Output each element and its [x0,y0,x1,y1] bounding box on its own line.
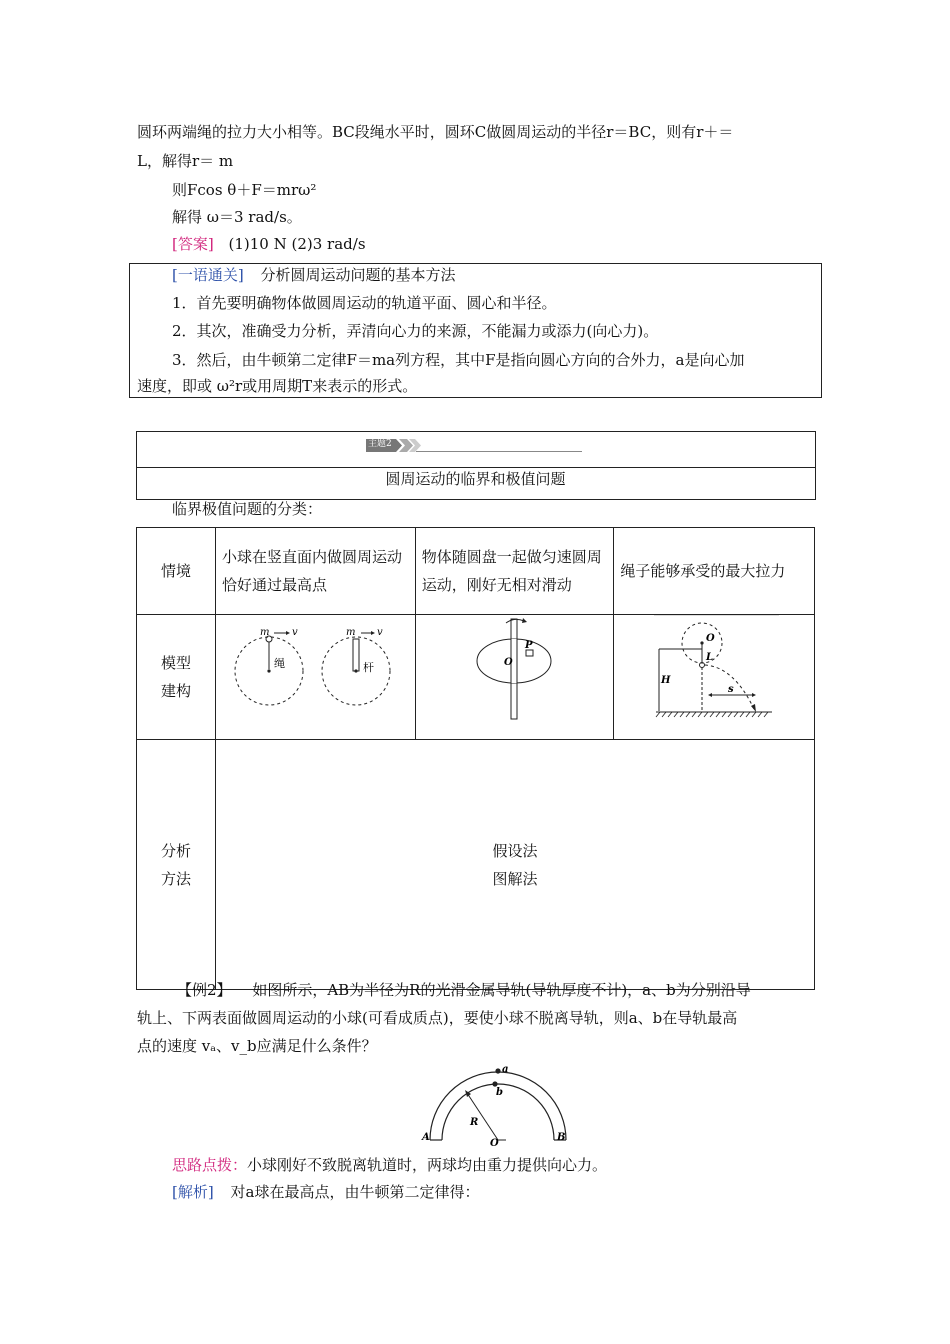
hint-text: 小球刚好不致脱离轨道时，两球均由重力提供向心力。 [247,1156,608,1174]
model-cell-3 [614,615,815,740]
label-L: L [706,652,714,663]
row-label-model: 模型建构 [137,615,216,740]
method-assumption: 假设法 [492,841,538,860]
label-v-2: v [377,627,383,638]
solution-line-1: 圆环两端绳的拉力大小相等。BC段绳水平时，圆环C做圆周运动的半径r＝BC，则有r＋＝ [137,123,734,141]
rope-rod-diagram [216,615,412,730]
intro-text: 临界极值问题的分类： [172,500,323,518]
label-O-rope: O [706,633,716,644]
example-line-3: 点的速度 vₐ、v_b应满足什么条件？ [137,1037,377,1055]
model-cell-2 [415,615,614,740]
row-label-method: 分析方法 [137,740,216,990]
label-b: b [496,1087,503,1098]
method-cell [216,740,815,990]
solution-line-4: 解得 ω＝3 rad/s。 [172,208,302,226]
label-O-track: O [490,1138,499,1148]
label-rod: 杆 [363,661,375,674]
method-item-3-cont: 速度，即或 ω²r或用周期T来表示的形式。 [137,377,418,395]
rope-break-diagram [614,615,811,730]
method-graphical: 图解法 [492,869,538,888]
topic-badge [366,438,582,451]
track-diagram [420,1060,580,1148]
answer-tag: [答案] [172,235,214,253]
answer-line [172,233,366,255]
analysis-line [172,1181,479,1203]
table-row [137,528,815,615]
answer-text: (1)10 N (2)3 rad/s [228,235,366,253]
solution-line-2: L，解得r＝ m [137,152,234,170]
turntable-diagram [416,615,611,730]
table-row [137,615,815,740]
model-cell-1 [216,615,416,740]
label-m-2: m [346,627,356,638]
method-title-line [172,264,456,286]
label-B: B [557,1132,566,1143]
analysis-tag: [解析] [172,1183,214,1201]
scenario-cell-3: 绳子能够承受的最大拉力 [614,528,815,615]
example-text-1: 如图所示，AB为半径为R的光滑金属导轨(导轨厚度不计)，a、b为分别沿导 [252,981,751,999]
method-item-2: 2．其次，准确受力分析，弄清向心力的来源，不能漏力或添力(向心力)。 [172,322,659,340]
label-v-1: v [292,627,298,638]
topic-title: 圆周运动的临界和极值问题 [385,470,566,488]
label-A: A [422,1132,430,1143]
topic-badge-label: 主题2 [368,439,392,449]
method-tag: [一语通关] [172,266,244,284]
label-rope: 绳 [274,657,286,670]
table-row [137,740,815,990]
classification-table [136,527,815,990]
example-tag: 【例2】 [177,981,232,999]
solution-line-3: 则Fcos θ＋F＝mrω² [172,181,317,199]
method-item-3: 3．然后，由牛顿第二定律F＝ma列方程，其中F是指向圆心方向的合外力，a是向心加 [172,351,745,369]
hint-line [172,1154,607,1176]
example-line-1 [177,979,751,1001]
example-line-2: 轨上、下两表面做圆周运动的小球(可看成质点)，要使小球不脱离导轨，则a、b在导轨最高 [137,1009,738,1027]
label-H: H [661,675,671,686]
row-label-scenario: 情境 [137,528,216,615]
method-item-1: 1．首先要明确物体做圆周运动的轨道平面、圆心和半径。 [172,294,557,312]
hint-tag: 思路点拨： [172,1156,248,1174]
label-a: a [502,1064,509,1075]
analysis-text: 对a球在最高点，由牛顿第二定律得： [230,1183,480,1201]
label-O-disk: O [503,657,513,668]
label-s: s [728,684,734,695]
method-title: 分析圆周运动问题的基本方法 [260,266,456,284]
scenario-cell-1: 小球在竖直面内做圆周运动恰好通过最高点 [216,528,416,615]
label-R: R [470,1117,479,1128]
label-P: P [524,640,533,651]
scenario-cell-2: 物体随圆盘一起做匀速圆周运动，刚好无相对滑动 [415,528,614,615]
label-m-1: m [260,627,270,638]
